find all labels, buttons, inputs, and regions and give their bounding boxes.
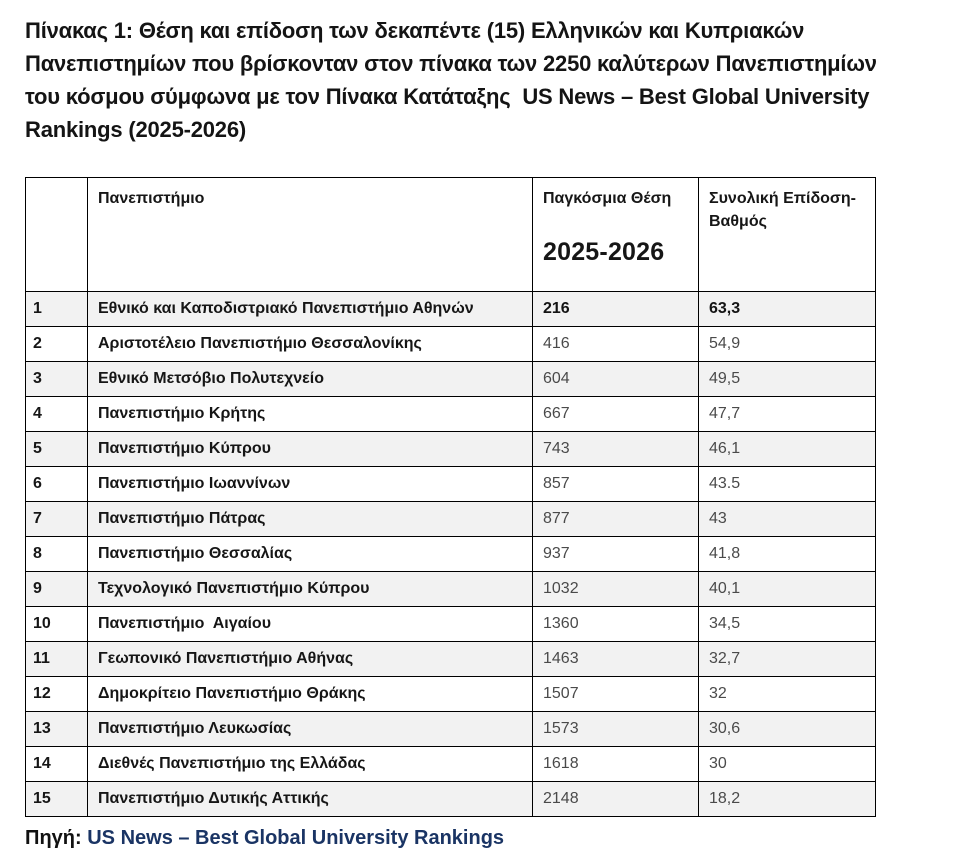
cell-score: 40,1 (699, 572, 876, 607)
cell-rank-number: 8 (26, 537, 88, 572)
cell-score: 32,7 (699, 642, 876, 677)
cell-world-rank: 1573 (533, 712, 699, 747)
table-row (26, 782, 876, 817)
cell-score: 30 (699, 747, 876, 782)
page-title-line-1: Πίνακας 1: Θέση και επίδοση των δεκαπέντε (15) Ελληνικών και Κυπριακών (25, 18, 805, 43)
cell-university: Εθνικό Μετσόβιο Πολυτεχνείο (88, 362, 533, 397)
cell-score: 30,6 (699, 712, 876, 747)
cell-rank-number: 4 (26, 397, 88, 432)
cell-rank-number: 14 (26, 747, 88, 782)
table-row (26, 712, 876, 747)
cell-university: Πανεπιστήμιο Λευκωσίας (88, 712, 533, 747)
cell-rank-number: 3 (26, 362, 88, 397)
table-row (26, 432, 876, 467)
page-title-line-3: του κόσμου σύμφωνα με τον Πίνακα Κατάταξης US News – Best Global University (25, 84, 870, 109)
cell-rank-number: 6 (26, 467, 88, 502)
page-title-line-2: Πανεπιστημίων που βρίσκονταν στον πίνακα των 2250 καλύτερων Πανεπιστημίων (25, 51, 877, 76)
col-header-world-rank (533, 178, 699, 292)
cell-university: Πανεπιστήμιο Κρήτης (88, 397, 533, 432)
cell-university: Πανεπιστήμιο Πάτρας (88, 502, 533, 537)
cell-world-rank: 1507 (533, 677, 699, 712)
page-title-line-4: Rankings (2025-2026) (25, 117, 246, 142)
table-row (26, 362, 876, 397)
cell-university: Πανεπιστήμιο Αιγαίου (88, 607, 533, 642)
cell-university: Δημοκρίτειο Πανεπιστήμιο Θράκης (88, 677, 533, 712)
cell-score: 34,5 (699, 607, 876, 642)
cell-score: 43.5 (699, 467, 876, 502)
cell-university: Γεωπονικό Πανεπιστήμιο Αθήνας (88, 642, 533, 677)
col-header-index (26, 178, 88, 292)
table-row (26, 292, 876, 327)
cell-world-rank: 416 (533, 327, 699, 362)
cell-world-rank: 743 (533, 432, 699, 467)
table-row (26, 747, 876, 782)
cell-world-rank: 604 (533, 362, 699, 397)
cell-rank-number: 11 (26, 642, 88, 677)
cell-score: 54,9 (699, 327, 876, 362)
cell-world-rank: 2148 (533, 782, 699, 817)
source-label: Πηγή: (25, 827, 82, 849)
cell-rank-number: 12 (26, 677, 88, 712)
table-row (26, 677, 876, 712)
cell-university: Εθνικό και Καποδιστριακό Πανεπιστήμιο Αθηνών (88, 292, 533, 327)
cell-score: 46,1 (699, 432, 876, 467)
table-row (26, 467, 876, 502)
cell-rank-number: 1 (26, 292, 88, 327)
cell-rank-number: 5 (26, 432, 88, 467)
table-header (26, 178, 876, 292)
cell-world-rank: 1032 (533, 572, 699, 607)
cell-score: 43 (699, 502, 876, 537)
world-rank-label: Παγκόσμια Θέση (543, 190, 672, 207)
table-body (26, 292, 876, 817)
table-row (26, 502, 876, 537)
page-title (25, 14, 932, 146)
table-row (26, 572, 876, 607)
cell-world-rank: 877 (533, 502, 699, 537)
cell-score: 32 (699, 677, 876, 712)
cell-rank-number: 15 (26, 782, 88, 817)
cell-university: Πανεπιστήμιο Κύπρου (88, 432, 533, 467)
cell-world-rank: 1618 (533, 747, 699, 782)
cell-score: 18,2 (699, 782, 876, 817)
table-row (26, 607, 876, 642)
cell-world-rank: 667 (533, 397, 699, 432)
cell-university: Τεχνολογικό Πανεπιστήμιο Κύπρου (88, 572, 533, 607)
col-header-university: Πανεπιστήμιο (88, 178, 533, 292)
cell-university: Διεθνές Πανεπιστήμιο της Ελλάδας (88, 747, 533, 782)
source-note (25, 827, 932, 850)
table-row (26, 642, 876, 677)
col-header-score: Συνολική Επίδοση-Βαθμός (699, 178, 876, 292)
table-row (26, 397, 876, 432)
cell-rank-number: 9 (26, 572, 88, 607)
cell-world-rank: 937 (533, 537, 699, 572)
cell-world-rank: 1463 (533, 642, 699, 677)
cell-university: Αριστοτέλειο Πανεπιστήμιο Θεσσαλονίκης (88, 327, 533, 362)
cell-university: Πανεπιστήμιο Ιωαννίνων (88, 467, 533, 502)
cell-rank-number: 2 (26, 327, 88, 362)
cell-rank-number: 10 (26, 607, 88, 642)
table-row (26, 327, 876, 362)
cell-score: 41,8 (699, 537, 876, 572)
cell-score: 49,5 (699, 362, 876, 397)
cell-rank-number: 13 (26, 712, 88, 747)
cell-university: Πανεπιστήμιο Θεσσαλίας (88, 537, 533, 572)
cell-score: 63,3 (699, 292, 876, 327)
cell-score: 47,7 (699, 397, 876, 432)
cell-world-rank: 857 (533, 467, 699, 502)
cell-world-rank: 216 (533, 292, 699, 327)
table-row (26, 537, 876, 572)
source-link[interactable]: US News – Best Global University Rankings (87, 827, 505, 849)
cell-university: Πανεπιστήμιο Δυτικής Αττικής (88, 782, 533, 817)
cell-world-rank: 1360 (533, 607, 699, 642)
rankings-table (25, 177, 876, 817)
world-rank-year: 2025-2026 (543, 238, 665, 267)
cell-rank-number: 7 (26, 502, 88, 537)
